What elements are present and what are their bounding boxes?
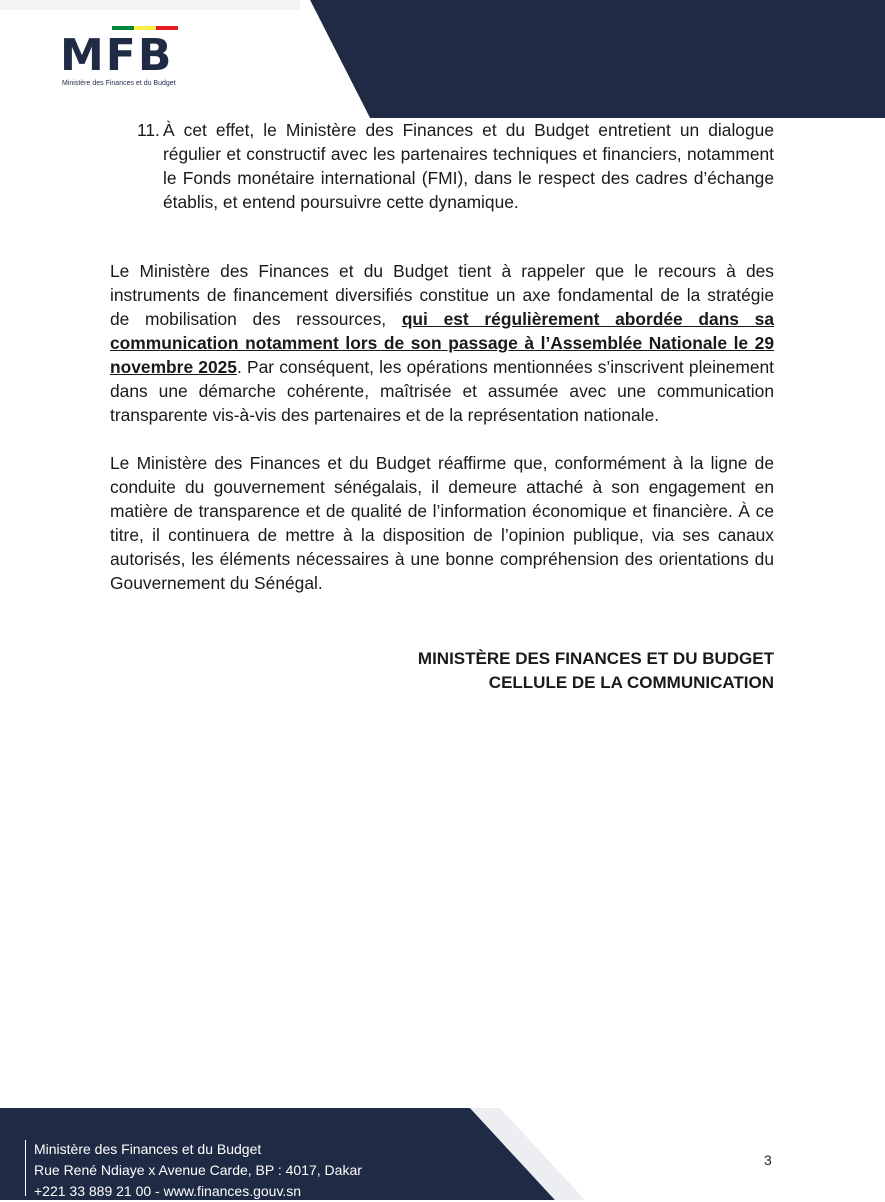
footer-phone-website: +221 33 889 21 00 - www.finances.gouv.sn [34, 1183, 302, 1199]
paragraph-financing [110, 259, 774, 427]
document-body [110, 118, 774, 595]
logo-text: MFB [60, 30, 174, 81]
paragraph-text: . Par conséquent, les opérations mentionnées s’inscrivent pleinement dans une démarche cohérente, maîtrisée et assumée avec une communication transparente vis-à-vis des partenaires et de la représentation nationale. [110, 357, 774, 425]
signature-block [418, 647, 774, 695]
paragraph-transparency: Le Ministère des Finances et du Budget réaffirme que, conformément à la ligne de conduite du gouvernement sénégalais, il demeure attaché à son engagement en matière de transparence et de qualité de l’information économique et financière. À ce titre, il continuera de mettre à la disposition de l’opinion publique, via ses canaux autorisés, les éléments nécessaires à une bonne compréhension des orientations du Gouvernement du Sénégal. [110, 453, 774, 593]
item-number: 11. [137, 120, 160, 140]
footer-divider [25, 1140, 26, 1196]
page-number: 3 [764, 1152, 772, 1168]
numbered-item-11 [110, 118, 774, 214]
signature-line-cell: CELLULE DE LA COMMUNICATION [488, 673, 774, 692]
signature-line-ministry: MINISTÈRE DES FINANCES ET DU BUDGET [417, 649, 774, 668]
emphasized-text: qui est régulièrement abordée dans sa communication notamment lors de son passage à l’Assemblée Nationale le 29 novembre 2025 [110, 309, 775, 377]
ministry-logo [60, 22, 180, 92]
footer-contact [34, 1139, 362, 1202]
paragraph-text: Le Ministère des Finances et du Budget tient à rappeler que le recours à des instruments de financement diversifiés constitue un axe fondamental de la stratégie de mobilisation des ressources, [110, 261, 774, 329]
logo-caption: Ministère des Finances et du Budget [62, 80, 176, 87]
footer-ministry: Ministère des Finances et du Budget [34, 1141, 262, 1157]
item-text: À cet effet, le Ministère des Finances et du Budget entretient un dialogue régulier et constructif avec les partenaires techniques et financiers, notamment le Fonds monétaire international (FMI), dans le respect des cadres d’échange établis, et entend poursuivre cette dynamique. [163, 120, 774, 212]
footer-address: Rue René Ndiaye x Avenue Carde, BP : 4017, Dakar [34, 1162, 362, 1178]
